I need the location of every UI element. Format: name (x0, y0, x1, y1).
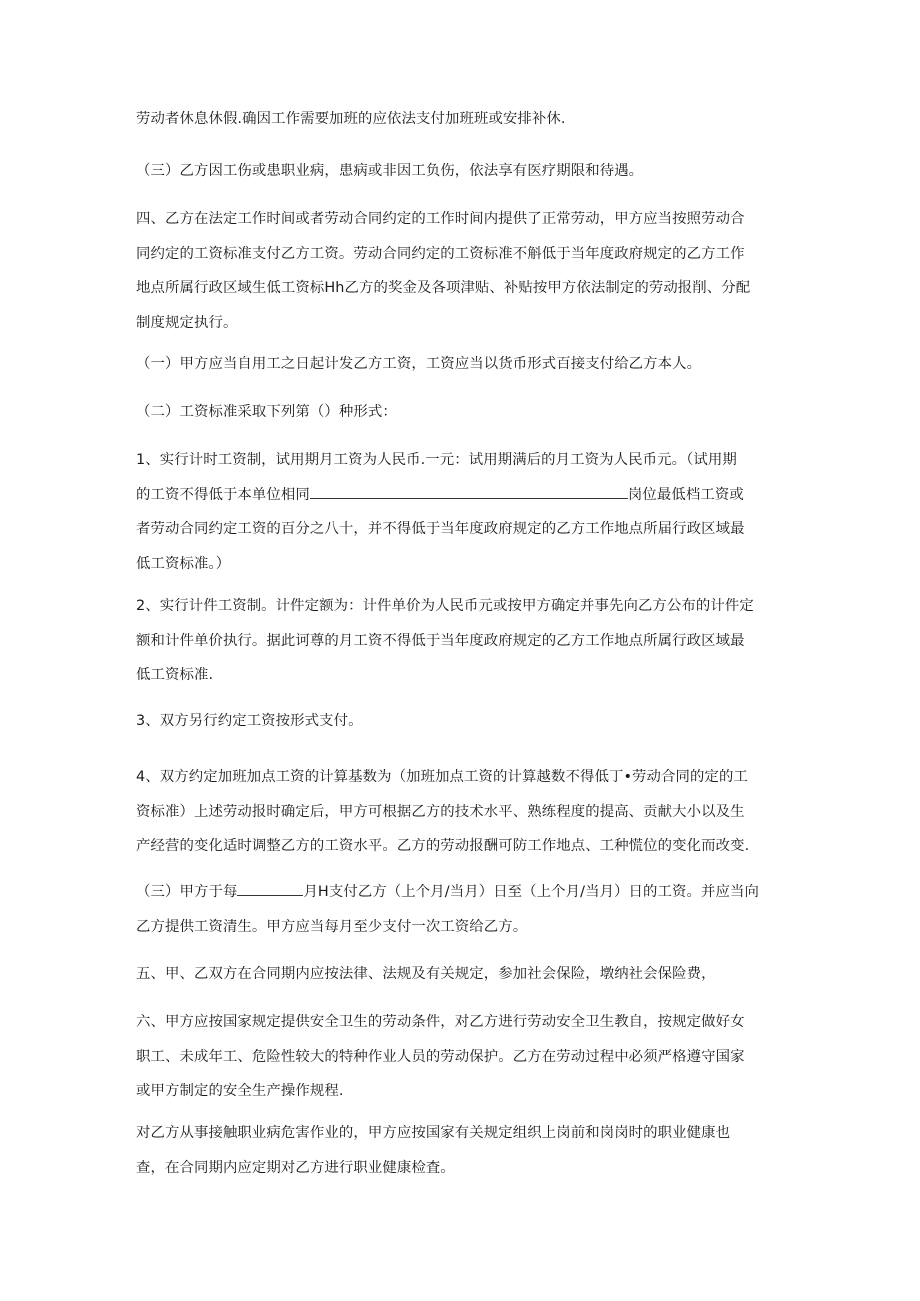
text-line: 六、甲方应按国家规定提供安全卫生的劳动条件，对乙方进行劳动安全卫生教自，按规定做好女 (136, 1014, 745, 1030)
text-line: 对乙方从事接触职业病危害作业的，甲方应按国家有关规定组织上岗前和岗岗时的职业健康也 (136, 1125, 731, 1141)
fill-in-blank (310, 486, 628, 499)
text-line: （一）甲方应当自用工之日起计发乙方工资，工资应当以货币形式百接支付给乙方本人。 (136, 356, 702, 372)
text-line: 同约定的工资标准支付乙方工资。劳动合同约定的工资标准不斛低于当年度政府规定的乙方工作 (136, 245, 745, 262)
text-line: 产经营的变化适时调整乙方的工资水平。乙方的劳动报酬可防工作地点、工种慌位的变化而改变. (136, 838, 750, 854)
text-line: 者劳动合同约定工资的百分之八十，并不得低于当年度政府规定的乙方工作地点所届行政区域最 (136, 521, 745, 537)
paragraph-other-wage (136, 704, 796, 739)
paragraph-time-wage (136, 443, 796, 581)
text-line-with-blank (136, 875, 796, 910)
text-line: 劳动者休息休假.确因工作需要加班的应依法支付加班班或安排补休. (136, 111, 566, 127)
paragraph-wage-payment (136, 347, 796, 382)
paragraph-wage-standard-form (136, 395, 796, 430)
text-line: 五、甲、乙双方在合同期内应按法律、法规及有关规定，参加社会保险，墩纳社会保险费， (136, 966, 716, 982)
text-segment: 月H支付乙方（上个月/当月）日至（上个月/当月）日的工资。并应当向 (303, 884, 759, 900)
text-line: 2、实行计件工资制。计件定额为：计件单价为人民币元或按甲方确定并事先向乙方公布的计件定 (136, 598, 754, 614)
paragraph-injury-medical (136, 154, 796, 189)
text-line: 1、实行计时工资制，试用期月工资为人民币.一元：试用期满后的月工资为人民币元。（试用期 (136, 452, 737, 468)
paragraph-piece-wage (136, 589, 796, 693)
text-line-with-blank (136, 478, 796, 513)
paragraph-rest-overtime (136, 102, 796, 137)
text-line: 制度规定执行。 (136, 314, 238, 331)
text-line: 低工资标准. (136, 667, 214, 683)
text-line: 4、双方约定加班加点工资的计算基数为（加班加点工资的计算越数不得低丁•劳动合同的定的工 (136, 769, 748, 785)
fill-in-blank (237, 883, 303, 896)
text-line: 额和计件单价执行。据此诃尊的月工资不得低于当年度政府规定的乙方工作地点所属行政区域最 (136, 632, 745, 649)
text-segment: 的工资不得低于本单位相同 (136, 486, 310, 503)
text-segment: 岗位最低档工资或 (627, 486, 744, 503)
text-line: 乙方提供工资清生。甲方应当每月至少支付一次工资给乙方。 (136, 918, 528, 935)
text-line: 或甲方制定的安全生产操作规程. (136, 1083, 344, 1099)
text-line: 资标准）上述劳动报时确定后，甲方可根据乙方的技术水平、熟练程度的提高、贡献大小以及生 (136, 803, 745, 820)
text-line: 四、乙方在法定工作时间或者劳动合同约定的工作时间内提供了正常劳动，甲方应当按照劳动合 (136, 211, 745, 227)
paragraph-section-six-safety (136, 1005, 796, 1109)
paragraph-section-five-insurance (136, 957, 796, 992)
text-line: 职工、未成年工、危险性较大的特种作业人员的劳动保护。乙方在劳动过程中必须严格遵守国家 (136, 1048, 745, 1065)
text-line: 低工资标准。） (136, 555, 231, 572)
text-line: 地点所属行政区域生低工资标Hh乙方的奖金及各项津贴、补贴按甲方依法制定的劳动报削、分配 (136, 280, 751, 296)
text-line: （三）乙方因工伤或患职业病，患病或非因工负伤，依法享有医疗期限和待遇。 (136, 163, 644, 179)
text-line: 查，在合同期内应定期对乙方进行职业健康检査。 (136, 1159, 455, 1176)
text-segment: （三）甲方于每 (136, 884, 238, 900)
paragraph-payday (136, 875, 796, 944)
text-line: 3、双方另行约定工资按形式支付。 (136, 713, 363, 729)
paragraph-section-four-wages (136, 202, 796, 340)
paragraph-overtime-base (136, 760, 796, 864)
paragraph-occupational-health (136, 1116, 796, 1185)
text-line: （二）工资标准采取下列第（）种形式： (136, 404, 397, 420)
